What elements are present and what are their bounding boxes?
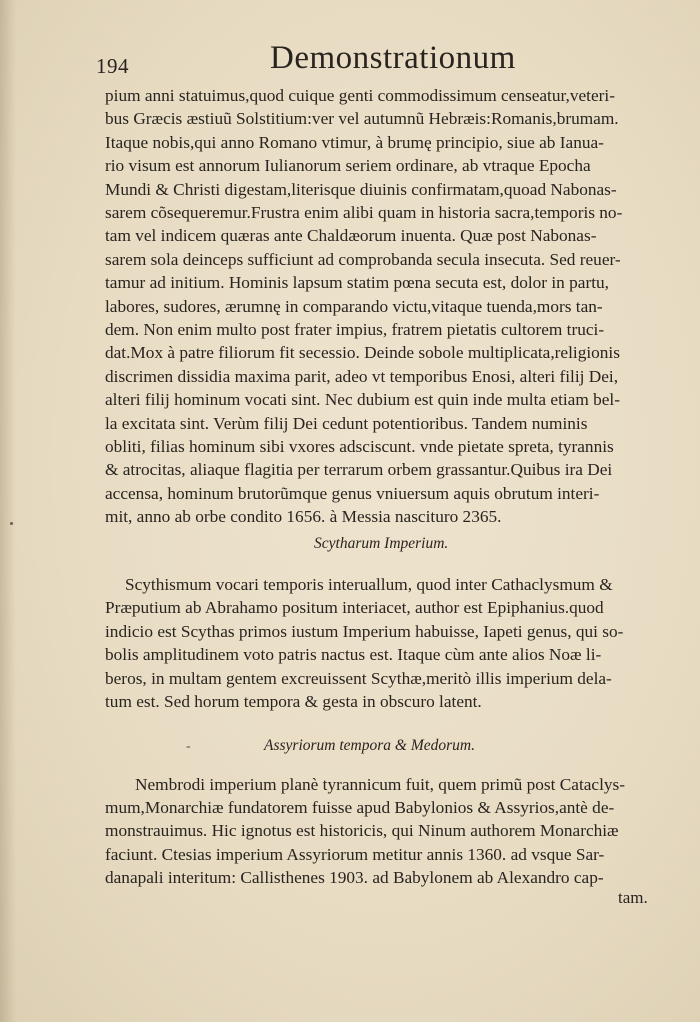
text-line: alteri filij hominum vocati sint. Nec dubium est quin inde multa etiam bel-	[105, 390, 620, 410]
text-line: obliti, filias hominum sibi vxores adsciscunt. vnde pietate spreta, tyrannis	[105, 437, 614, 456]
paper-speck	[10, 522, 13, 525]
text-line: sarem sola deinceps sufficiunt ad comprobanda secula insecuta. Sed reuer-	[105, 249, 621, 269]
text-line: danapali interitum: Callisthenes 1903. ad Babylonem ab Alexandro cap-	[105, 867, 604, 887]
text-line: Itaque nobis,qui anno Romano vtimur, à brumę principio, siue ab Ianua-	[105, 132, 604, 152]
text-line: Scythismum vocari temporis interuallum, quod inter Cathaclysmum &	[125, 575, 613, 594]
text-line: mit, anno ab orbe condito 1656. à Messia nasciturо 2365.	[105, 507, 502, 527]
text-line: accensa, hominum brutorũmque genus vniuersum aquis obrutum interi-	[105, 483, 600, 503]
section-heading-assyrians: Assyriorum tempora & Medorum.	[264, 737, 475, 754]
page-number: 194	[96, 54, 129, 78]
catchword: tam.	[618, 888, 648, 907]
text-line: mum,Monarchiæ fundatorem fuisse apud Babylonios & Assyrios,antè de-	[105, 798, 615, 818]
text-line: pium anni statuimus,quod cuique genti commodissimum censeatur,veteri-	[105, 86, 615, 105]
page-header	[96, 40, 656, 84]
text-line: Præputium ab Abrahamo positum interiacet, author est Epiphanius.quod	[105, 598, 604, 618]
text-line: & atrocitas, aliaque flagitia per terrarum orbem grassantur.Quibus ira Dei	[105, 460, 613, 480]
section-heading-scythians: Scytharum Imperium.	[314, 535, 449, 552]
text-line: rio visum est annorum Iulianorum seriem ordinare, ab vtraque Epocha	[105, 156, 591, 176]
text-line: Mundi & Christi digestam,literisque diuinis confirmatam,quoad Nabonas-	[105, 179, 617, 199]
text-line: bolis amplitudinem voto patris nactus est. Itaque cùm ante alios Noæ li-	[105, 645, 602, 665]
text-line: monstrauimus. Hic ignotus est historicis, qui Ninum authorem Monarchiæ	[105, 821, 619, 841]
text-line: tam vel indicem quæras ante Chaldæorum inuenta. Quæ post Nabonas-	[105, 226, 597, 246]
text-line: tum est. Sed horum tempora & gesta in obscuro latent.	[105, 692, 482, 711]
text-line: beros, in multam gentem excreuissent Scythæ,meritò illis imperium dela-	[105, 668, 612, 688]
text-line: la excitata sint. Verùm filij Dei cedunt potentioribus. Tandem numinis	[105, 413, 588, 433]
margin-mark: -	[186, 739, 191, 754]
text-line: bus Græcis æstiuũ Solstitium:ver vel autumnũ Hebræis:Romanis,brumam.	[105, 109, 619, 129]
text-line: discrimen dissidia maxima parit, adeo vt temporibus Enosi, alteri filij Dei,	[105, 366, 619, 386]
text-line: faciunt. Ctesias imperium Assyriorum metitur annis 1360. ad vsque Sar-	[105, 844, 605, 864]
text-line: dat.Mox à patre filiorum fit secessio. Deinde sobole multiplicata,religionis	[105, 343, 620, 363]
text-line: tamur ad initium. Hominis lapsum statim pœna secuta est, dolor in partu,	[105, 273, 609, 293]
gutter-shadow	[0, 0, 16, 1022]
text-line: indicio est Scythas primos iustum Imperium habuisse, Iapeti genus, qui so-	[105, 621, 624, 641]
text-line: labores, sudores, ærumnę in comparando victu,vitaque tuenda,mors tan-	[105, 296, 603, 316]
text-line: Nembrodi imperium planè tyrannicum fuit, quem primũ post Cataclys-	[135, 775, 626, 794]
text-line: sarem cõsequeremur.Frustra enim alibi quam in historia sacra,temporis no-	[105, 203, 623, 222]
text-line: dem. Non enim multo post frater impius, fratrem pietatis cultorem truci-	[105, 320, 605, 339]
running-head: Demonstrationum	[270, 40, 516, 76]
